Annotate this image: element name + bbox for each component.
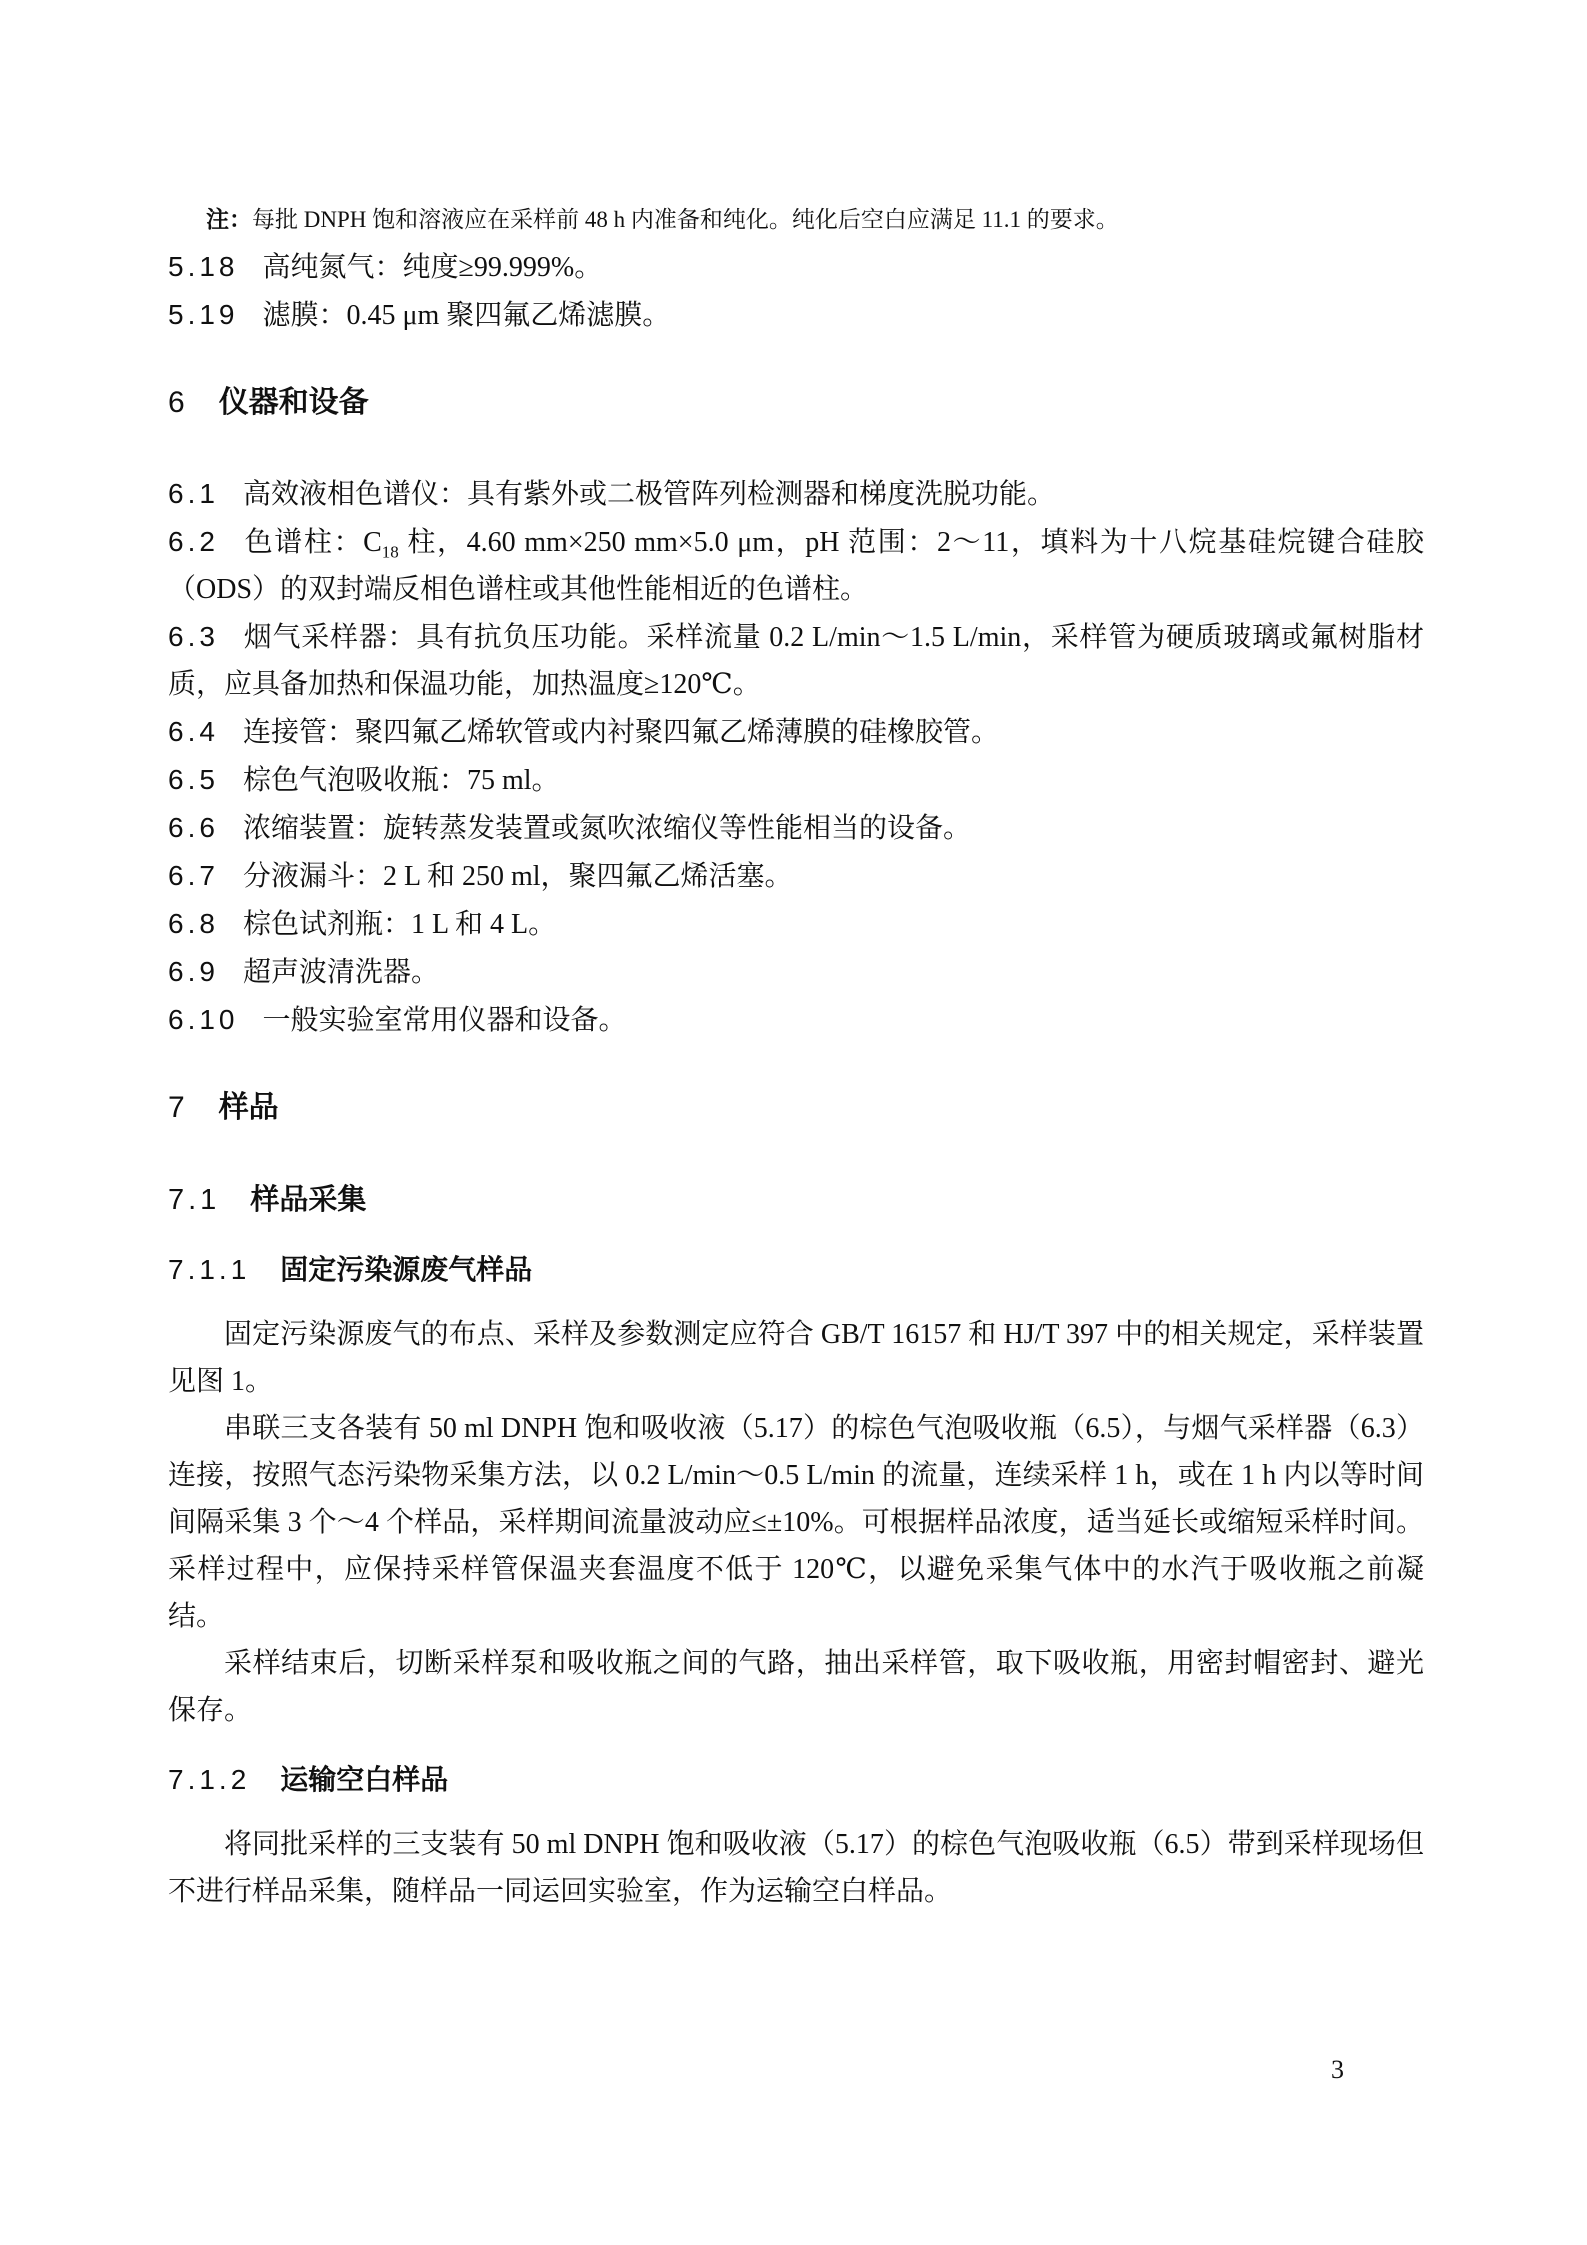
paragraph (168, 1640, 1424, 1734)
clause-number: 6.10 (168, 1004, 239, 1035)
section-heading-7.1 (168, 1177, 1424, 1224)
clause-6.8-text: 棕色试剂瓶：1 L 和 4 L。 (242, 909, 557, 940)
section-heading-7 (168, 1084, 1424, 1131)
clause-6.4-text: 连接管：聚四氟乙烯软管或内衬聚四氟乙烯薄膜的硅橡胶管。 (242, 717, 999, 748)
section-heading-6 (168, 379, 1424, 426)
paragraph-text: 固定污染源废气的布点、采样及参数测定应符合 GB/T 16157 和 HJ/T 397 中的相关规定，采样装置见图 1。 (168, 1319, 1424, 1397)
clause-6.2-subscript: 18 (381, 542, 399, 562)
paragraph (168, 1821, 1424, 1915)
clause-number: 6.8 (168, 908, 219, 939)
section-heading-7.1.1 (168, 1246, 1424, 1293)
clause-number: 6.3 (168, 621, 219, 652)
page-number: 3 (1331, 2055, 1344, 2084)
clause-6.9 (168, 948, 1424, 996)
clause-6.4 (168, 708, 1424, 756)
clause-5.19 (168, 291, 1424, 339)
heading-number: 7.1.2 (168, 1764, 251, 1795)
clause-5.18 (168, 243, 1424, 291)
clause-number: 6.9 (168, 956, 219, 987)
clause-number: 6.6 (168, 812, 219, 843)
clause-number: 6.7 (168, 860, 219, 891)
clause-number: 6.1 (168, 478, 219, 509)
heading-number: 6 (168, 386, 189, 419)
heading-title: 样品采集 (250, 1184, 367, 1216)
clause-6.6 (168, 804, 1424, 852)
clause-6.3-text: 烟气采样器：具有抗负压功能。采样流量 0.2 L/min～1.5 L/min，采样管为硬质玻璃或氟树脂材质，应具备加热和保温功能，加热温度≥120℃。 (168, 622, 1424, 700)
heading-number: 7.1.1 (168, 1254, 251, 1285)
section-heading-7.1.2 (168, 1756, 1424, 1803)
note-label: 注： (206, 207, 252, 232)
clause-number: 5.18 (168, 251, 239, 282)
clause-6.2-text: 色谱柱：C (242, 527, 382, 558)
clause-5.19-text: 滤膜：0.45 μm 聚四氟乙烯滤膜。 (262, 300, 671, 331)
clause-6.5-text: 棕色气泡吸收瓶：75 ml。 (242, 765, 560, 796)
clause-6.7 (168, 852, 1424, 900)
heading-title: 运输空白样品 (280, 1764, 449, 1795)
clause-6.5 (168, 756, 1424, 804)
clause-5.18-text: 高纯氮气：纯度≥99.999%。 (262, 252, 603, 283)
clause-6.3 (168, 613, 1424, 708)
clause-number: 6.5 (168, 764, 219, 795)
heading-number: 7.1 (168, 1184, 221, 1216)
clause-number: 6.2 (168, 526, 219, 557)
note-text: 每批 DNPH 饱和溶液应在采样前 48 h 内准备和纯化。纯化后空白应满足 11.1 的要求。 (252, 207, 1119, 232)
clause-6.6-text: 浓缩装置：旋转蒸发装置或氮吹浓缩仪等性能相当的设备。 (242, 813, 971, 844)
clause-6.9-text: 超声波清洗器。 (242, 957, 439, 988)
clause-number: 6.4 (168, 716, 219, 747)
clause-6.1 (168, 470, 1424, 518)
paragraph-text: 将同批采样的三支装有 50 ml DNPH 饱和吸收液（5.17）的棕色气泡吸收瓶（6.5）带到采样现场但不进行样品采集，随样品一同运回实验室，作为运输空白样品。 (168, 1829, 1424, 1907)
heading-number: 7 (168, 1091, 189, 1124)
clause-number: 5.19 (168, 299, 239, 330)
paragraph (168, 1405, 1424, 1640)
heading-title: 样品 (218, 1091, 279, 1124)
clause-6.10-text: 一般实验室常用仪器和设备。 (262, 1005, 627, 1036)
clause-6.2 (168, 518, 1424, 613)
heading-title: 固定污染源废气样品 (280, 1254, 533, 1285)
paragraph (168, 1311, 1424, 1405)
clause-6.8 (168, 900, 1424, 948)
clause-6.10 (168, 996, 1424, 1044)
clause-6.7-text: 分液漏斗：2 L 和 250 ml，聚四氟乙烯活塞。 (242, 861, 793, 892)
clause-6.2-text: 柱，4.60 mm×250 mm×5.0 μm，pH 范围：2～11，填料为十八烷基硅烷键合硅胶（ODS）的双封端反相色谱柱或其他性能相近的色谱柱。 (168, 527, 1424, 605)
document-body (168, 196, 1424, 1915)
heading-title: 仪器和设备 (218, 386, 369, 419)
paragraph-text: 采样结束后，切断采样泵和吸收瓶之间的气路，抽出采样管，取下吸收瓶，用密封帽密封、避光保存。 (168, 1648, 1424, 1726)
clause-6.1-text: 高效液相色谱仪：具有紫外或二极管阵列检测器和梯度洗脱功能。 (242, 479, 1055, 510)
paragraph-text: 串联三支各装有 50 ml DNPH 饱和吸收液（5.17）的棕色气泡吸收瓶（6.5），与烟气采样器（6.3）连接，按照气态污染物采集方法，以 0.2 L/min～0.5 L/min 的流量，连续采样 1 h，或在 1 h 内以等时间间隔采集 3 个～4 个样品，采样期间流量波动应≤±10%。可根据样品浓度，适当延长或缩短采样时间。采样过程中，应保持采样管保温夹套温度不低于 120℃，以避免采集气体中的水汽于吸收瓶之前凝结。 (168, 1413, 1424, 1632)
note (168, 196, 1424, 243)
